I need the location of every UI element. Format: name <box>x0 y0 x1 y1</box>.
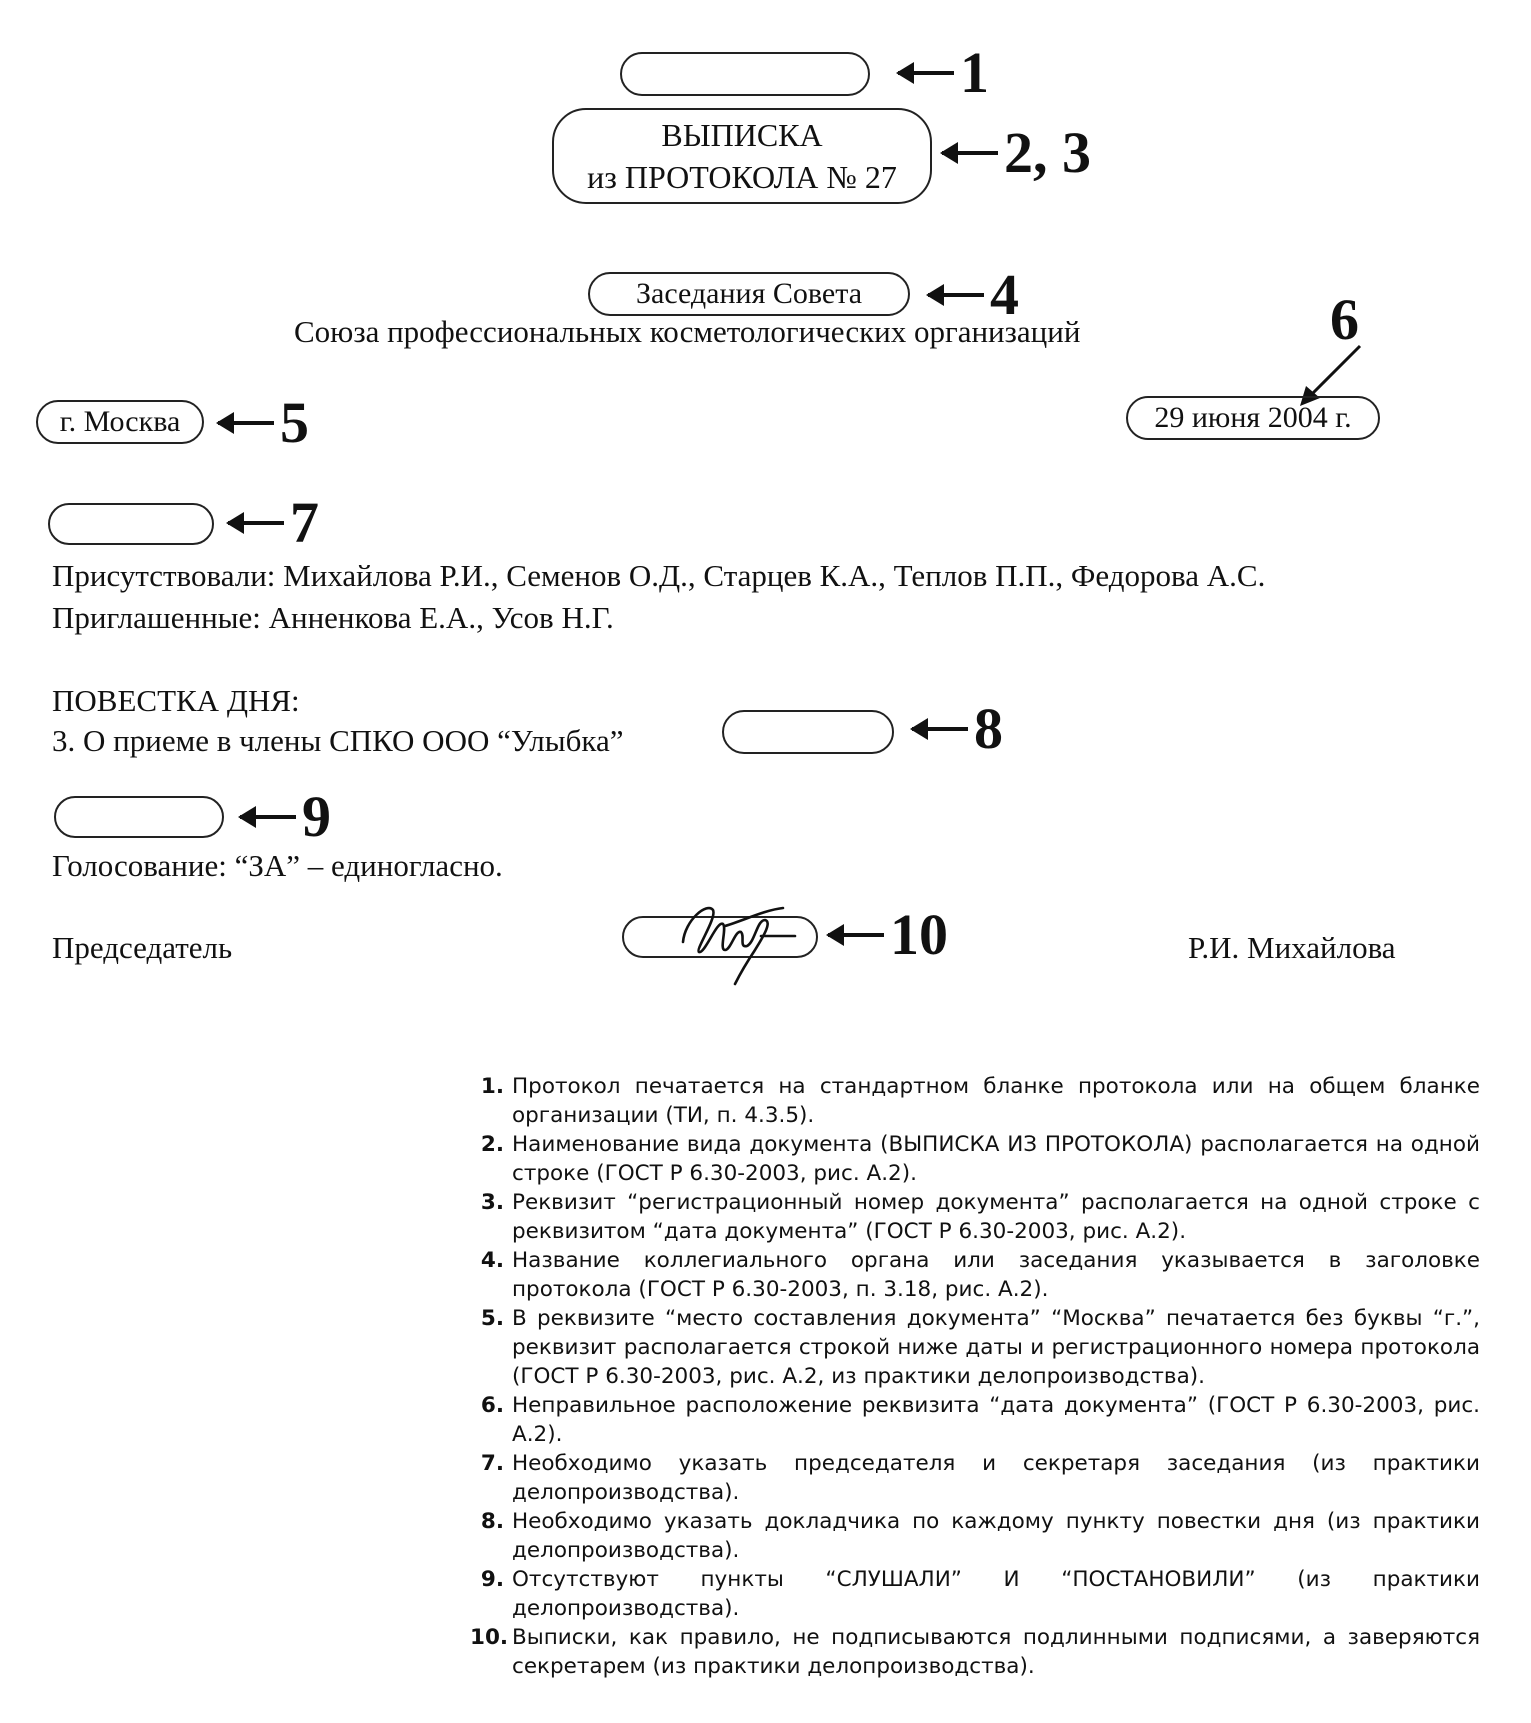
document-title-line1: ВЫПИСКА <box>661 117 823 153</box>
marker-7 <box>228 490 319 555</box>
note-number: 9. <box>480 1567 504 1592</box>
marker-8 <box>912 696 1003 761</box>
date-text: 29 июня 2004 г. <box>1154 401 1352 434</box>
blank-placeholder-7 <box>48 503 214 545</box>
note-text: Реквизит “регистрационный номер документа” располагается на одной строке с реквизитом “дата документа” (ГОСТ Р 6.30-2003, рис. А.2). <box>512 1190 1480 1244</box>
place-text: г. Москва <box>59 405 181 438</box>
note-item <box>470 1623 1480 1681</box>
vote-result: Голосование: “ЗА” – единогласно. <box>52 848 503 883</box>
handwritten-signature-icon <box>665 880 815 990</box>
signatory-name: Р.И. Михайлова <box>1188 930 1396 965</box>
arrow-left-icon <box>898 71 954 75</box>
notes-list <box>470 1072 1480 1681</box>
note-number: 5. <box>480 1306 504 1331</box>
note-text: Наименование вида документа (ВЫПИСКА ИЗ ПРОТОКОЛА) располагается на одной строке (ГОСТ Р 6.30-2003, рис. А.2). <box>512 1132 1480 1186</box>
meeting-name: Заседания Совета <box>635 277 863 310</box>
note-item <box>470 1130 1480 1188</box>
marker-7-label: 7 <box>290 490 319 555</box>
note-text: Необходимо указать докладчика по каждому пункту повестки дня (из практики делопроизводства). <box>512 1509 1480 1563</box>
note-number: 6. <box>480 1393 504 1418</box>
agenda-heading: ПОВЕСТКА ДНЯ: <box>52 683 300 718</box>
arrow-left-icon <box>942 151 998 155</box>
note-number: 3. <box>480 1190 504 1215</box>
note-item <box>470 1072 1480 1130</box>
arrow-left-icon <box>228 521 284 525</box>
note-text: Неправильное расположение реквизита “дата документа” (ГОСТ Р 6.30-2003, рис. А.2). <box>512 1393 1480 1447</box>
document-title-box <box>552 108 932 204</box>
arrow-left-icon <box>218 421 274 425</box>
note-text: Выписки, как правило, не подписываются подлинными подписями, а заверяются секретарем (из практики делопроизводства). <box>512 1625 1480 1679</box>
marker-1 <box>898 40 989 105</box>
note-text: Протокол печатается на стандартном бланке протокола или на общем бланке организации (ТИ, п. 4.3.5). <box>512 1074 1480 1128</box>
marker-4-label: 4 <box>990 262 1019 327</box>
date-oval <box>1126 396 1380 440</box>
signature-role: Председатель <box>52 930 233 965</box>
marker-2-3-label: 2, 3 <box>1004 120 1091 185</box>
marker-1-label: 1 <box>960 40 989 105</box>
note-text: Необходимо указать председателя и секретаря заседания (из практики делопроизводства). <box>512 1451 1480 1505</box>
note-item <box>470 1304 1480 1391</box>
note-item <box>470 1565 1480 1623</box>
organization-name: Союза профессиональных косметологических организаций <box>294 314 1081 349</box>
note-text: Название коллегиального органа или заседания указывается в заголовке протокола (ГОСТ Р 6.30-2003, п. 3.18, рис. А.2). <box>512 1248 1480 1302</box>
note-number: 7. <box>480 1451 504 1476</box>
arrow-left-icon <box>912 727 968 731</box>
note-item <box>470 1449 1480 1507</box>
blank-placeholder-1 <box>620 52 870 96</box>
agenda-item: 3. О приеме в члены СПКО ООО “Улыбка” <box>52 723 624 758</box>
marker-9 <box>240 784 331 849</box>
note-number: 8. <box>480 1509 504 1534</box>
marker-5 <box>218 390 309 455</box>
note-text: Отсутствуют пункты “СЛУШАЛИ” И “ПОСТАНОВИЛИ” (из практики делопроизводства). <box>512 1567 1480 1621</box>
note-number: 4. <box>480 1248 504 1273</box>
marker-6-label: 6 <box>1330 287 1359 352</box>
arrow-left-icon <box>828 933 884 937</box>
arrow-left-icon <box>928 293 984 297</box>
marker-8-label: 8 <box>974 696 1003 761</box>
blank-placeholder-8 <box>722 710 894 754</box>
note-item <box>470 1507 1480 1565</box>
marker-2-3 <box>942 120 1091 185</box>
arrow-left-icon <box>240 815 296 819</box>
marker-9-label: 9 <box>302 784 331 849</box>
marker-10-label: 10 <box>890 902 948 967</box>
marker-10 <box>828 902 948 967</box>
note-number: 1. <box>480 1074 504 1099</box>
note-text: В реквизите “место составления документа” “Москва” печатается без буквы “г.”, реквизит располагается строкой ниже даты и регистрационного номера протокола (ГОСТ Р 6.30-2003, рис. А.2, из практики делопроизводства). <box>512 1306 1480 1389</box>
note-number: 2. <box>480 1132 504 1157</box>
place-oval <box>36 400 204 444</box>
meeting-name-oval <box>588 272 910 316</box>
blank-placeholder-9 <box>54 796 224 838</box>
document-title-line2: из ПРОТОКОЛА № 27 <box>587 159 897 195</box>
note-item <box>470 1188 1480 1246</box>
note-item <box>470 1391 1480 1449</box>
note-number: 10. <box>470 1625 509 1650</box>
attendance-present: Присутствовали: Михайлова Р.И., Семенов О.Д., Старцев К.А., Теплов П.П., Федорова А.С. <box>52 558 1266 593</box>
marker-5-label: 5 <box>280 390 309 455</box>
note-item <box>470 1246 1480 1304</box>
attendance-invited: Приглашенные: Анненкова Е.А., Усов Н.Г. <box>52 600 614 635</box>
